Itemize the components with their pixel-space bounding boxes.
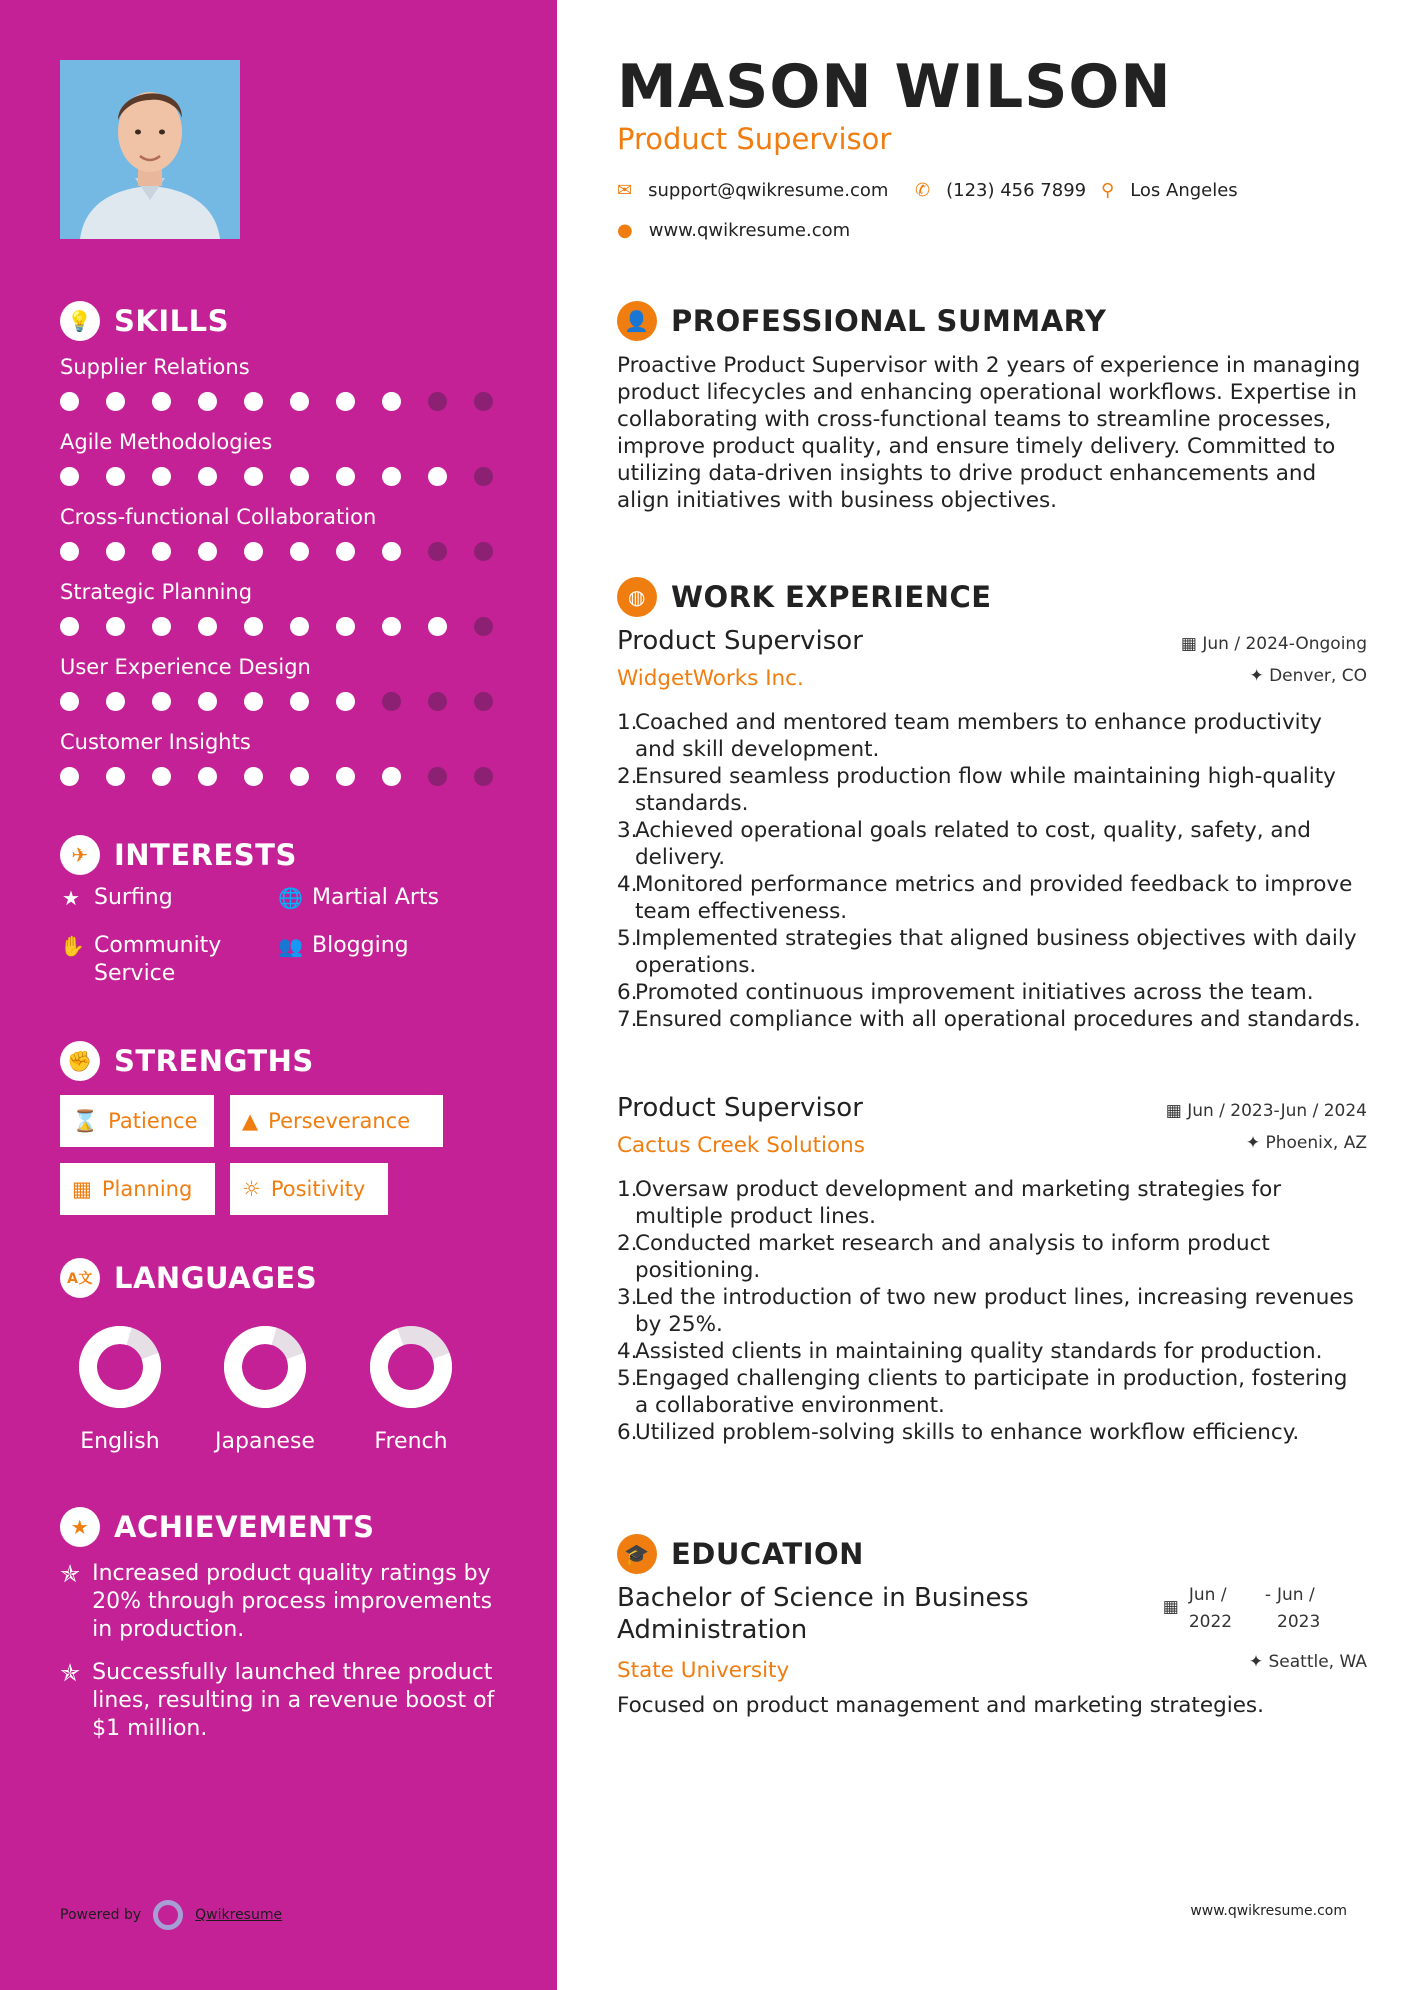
job-bullet: 4.Assisted clients in maintaining quality standards for production. <box>617 1339 1323 1364</box>
rating-dot <box>244 617 263 636</box>
job-bullets <box>617 1176 1367 1446</box>
calendar-icon: ▦ <box>1165 1101 1188 1121</box>
calendar-icon: ▦ <box>72 1177 92 1201</box>
user-icon: 👤 <box>617 301 657 341</box>
rating-dot <box>106 467 125 486</box>
rating-dot <box>382 767 401 786</box>
edu-location: ✦ Seattle, WA <box>1248 1652 1367 1672</box>
rating-dot <box>428 617 447 636</box>
language-item <box>346 1323 476 1454</box>
skill-item <box>60 502 520 561</box>
job-location: ✦ Phoenix, AZ <box>1245 1133 1367 1153</box>
sun-icon: ☼ <box>242 1177 261 1201</box>
education-heading: 🎓 EDUCATION <box>617 1534 864 1574</box>
rating-dot <box>198 542 217 561</box>
experience-heading: ◍ WORK EXPERIENCE <box>617 577 992 617</box>
rating-dot <box>336 692 355 711</box>
job-entry <box>617 626 1367 1033</box>
hourglass-icon: ⌛ <box>72 1108 99 1133</box>
rating-dot <box>290 392 309 411</box>
shooting-star-icon: ✯ <box>60 1659 81 1687</box>
job-bullet: 2.Conducted market research and analysis to inform product positioning. <box>617 1231 1270 1283</box>
rating-dot <box>290 542 309 561</box>
star-icon: ★ <box>62 886 80 910</box>
rating-dot <box>244 542 263 561</box>
road-icon: ▲ <box>242 1109 259 1133</box>
strengths-heading: ✊ STRENGTHS <box>60 1041 314 1081</box>
rating-dot <box>106 617 125 636</box>
rating-dot <box>244 767 263 786</box>
language-donut <box>221 1323 309 1411</box>
skill-item <box>60 652 520 711</box>
rating-dot <box>106 692 125 711</box>
globe-icon: ● <box>617 220 633 241</box>
rating-dot <box>428 467 447 486</box>
rating-dot <box>152 467 171 486</box>
rating-dot <box>152 692 171 711</box>
skill-name: Customer Insights <box>60 730 251 754</box>
rating-dot <box>152 617 171 636</box>
skill-item <box>60 352 520 411</box>
job-entry <box>617 1093 1367 1446</box>
job-role: Product Supervisor <box>617 626 863 656</box>
lightbulb-icon: 💡 <box>60 301 100 341</box>
achievements-heading: ★ ACHIEVEMENTS <box>60 1507 374 1547</box>
contact-location: ⚲ Los Angeles <box>1101 180 1238 201</box>
education-entry <box>617 1582 1367 1718</box>
rating-dot <box>290 767 309 786</box>
job-bullet: 5.Implemented strategies that aligned business objectives with daily operations. <box>617 926 1357 978</box>
rating-dot <box>428 767 447 786</box>
skill-item <box>60 577 520 636</box>
job-bullets <box>617 709 1367 1033</box>
job-bullet: 3.Achieved operational goals related to cost, quality, safety, and delivery. <box>617 818 1311 870</box>
calendar-icon: ▦ <box>1180 634 1203 654</box>
rating-dot <box>290 467 309 486</box>
users-icon: 👥 <box>278 934 303 958</box>
summary-heading: 👤 PROFESSIONAL SUMMARY <box>617 301 1106 341</box>
skill-name: Supplier Relations <box>60 355 250 379</box>
rating-dot <box>198 392 217 411</box>
language-item <box>55 1323 185 1454</box>
profile-photo <box>60 60 240 239</box>
pin-icon: ✦ <box>1249 666 1270 686</box>
job-bullet: 4.Monitored performance metrics and provided feedback to improve team effectiveness. <box>617 872 1353 924</box>
rating-dot <box>474 392 493 411</box>
rating-dot <box>474 692 493 711</box>
rating-dot <box>382 467 401 486</box>
rating-dot <box>106 392 125 411</box>
interest-item: 🌐 Martial Arts <box>278 885 440 910</box>
skill-item <box>60 727 520 786</box>
rating-dot <box>60 692 79 711</box>
rating-dot <box>106 767 125 786</box>
skill-rating <box>60 767 520 786</box>
graduate-icon: 🎓 <box>617 1534 657 1574</box>
edu-school: State University <box>617 1658 790 1683</box>
job-role: Product Supervisor <box>617 1093 863 1123</box>
skill-name: Strategic Planning <box>60 580 253 604</box>
interest-item: 👥 Blogging <box>278 933 409 958</box>
rating-dot <box>198 767 217 786</box>
sidebar <box>0 0 557 1990</box>
language-name: English <box>80 1429 160 1454</box>
language-name: French <box>374 1429 448 1454</box>
edu-description: Focused on product management and marketing strategies. <box>617 1693 1264 1718</box>
achievement-item: ✯ Increased product quality ratings by 20% through process improvements in production. <box>60 1560 493 1642</box>
rating-dot <box>428 392 447 411</box>
achievement-item: ✯ Successfully launched three product lines, resulting in a revenue boost of $1 million. <box>60 1659 495 1741</box>
rating-dot <box>382 692 401 711</box>
rating-dot <box>60 542 79 561</box>
rating-dot <box>198 617 217 636</box>
rating-dot <box>152 542 171 561</box>
rating-dot <box>336 392 355 411</box>
contact-website[interactable]: ● www.qwikresume.com <box>617 220 851 241</box>
rating-dot <box>198 467 217 486</box>
job-bullet: 1.Coached and mentored team members to enhance productivity and skill development. <box>617 710 1322 762</box>
rating-dot <box>474 617 493 636</box>
rating-dot <box>244 692 263 711</box>
rating-dot <box>290 692 309 711</box>
summary-text: Proactive Product Supervisor with 2 years of experience in managing product lifecycles and enhancing operational workflows. Expertise in collaborating with cross-functional teams to streamline processes, improve product quality, and ensure timely delivery. Committed to utilizing data-driven insights to drive product enhancements and align initiatives with business objectives. <box>617 353 1361 513</box>
rating-dot <box>474 542 493 561</box>
rating-dot <box>428 692 447 711</box>
rating-dot <box>336 542 355 561</box>
chair-icon: ◍ <box>617 577 657 617</box>
rating-dot <box>336 467 355 486</box>
skill-rating <box>60 542 520 561</box>
rating-dot <box>152 767 171 786</box>
fist-icon: ✊ <box>60 1041 100 1081</box>
interest-item: ✋ Community Service <box>60 933 222 986</box>
job-bullet: 6.Utilized problem-solving skills to enhance workflow efficiency. <box>617 1420 1300 1445</box>
skill-name: Cross-functional Collaboration <box>60 505 377 529</box>
language-item <box>200 1323 330 1454</box>
rating-dot <box>474 467 493 486</box>
rating-dot <box>428 542 447 561</box>
rating-dot <box>60 467 79 486</box>
candidate-name: MASON WILSON <box>617 52 1172 122</box>
trophy-star-icon: ★ <box>60 1507 100 1547</box>
job-bullet: 5.Engaged challenging clients to participate in production, fostering a collaborative environment. <box>617 1366 1348 1418</box>
qwikresume-logo-icon <box>153 1900 183 1930</box>
strength-badge: ⌛ Patience <box>60 1095 214 1147</box>
hand-icon: ✋ <box>60 934 85 958</box>
job-bullet: 2.Ensured seamless production flow while maintaining high-quality standards. <box>617 764 1336 816</box>
contact-phone[interactable]: ✆ (123) 456 7899 <box>915 180 1087 201</box>
rating-dot <box>382 617 401 636</box>
skill-item <box>60 427 520 486</box>
job-bullet: 3.Led the introduction of two new product lines, increasing revenues by 25%. <box>617 1285 1354 1337</box>
job-bullet: 6.Promoted continuous improvement initiatives across the team. <box>617 980 1314 1005</box>
rating-dot <box>382 392 401 411</box>
skills-heading: 💡 SKILLS <box>60 301 229 341</box>
skill-rating <box>60 617 520 636</box>
rating-dot <box>474 767 493 786</box>
powered-by: Powered by Qwikresume <box>60 1900 282 1930</box>
rating-dot <box>336 617 355 636</box>
strength-badge: ▲ Perseverance <box>230 1095 443 1147</box>
phone-icon: ✆ <box>915 180 931 201</box>
rating-dot <box>244 392 263 411</box>
rating-dot <box>60 617 79 636</box>
candidate-title: Product Supervisor <box>617 122 892 156</box>
skill-rating <box>60 467 520 486</box>
job-company: Cactus Creek Solutions <box>617 1133 866 1158</box>
language-name: Japanese <box>215 1429 315 1454</box>
job-date: ▦ Jun / 2023-Jun / 2024 <box>1165 1101 1367 1121</box>
map-pin-icon: ⚲ <box>1101 180 1115 201</box>
rating-dot <box>336 767 355 786</box>
edu-date: ▦ Jun / 2022 - Jun / 2023 <box>1163 1582 1347 1636</box>
rating-dot <box>244 467 263 486</box>
rating-dot <box>60 392 79 411</box>
pin-icon: ✦ <box>1248 1652 1269 1672</box>
edu-degree: Bachelor of Science in Business Administration <box>617 1583 1029 1645</box>
job-date: ▦ Jun / 2024-Ongoing <box>1180 634 1367 654</box>
envelope-icon: ✉ <box>617 180 633 201</box>
shooting-star-icon: ✯ <box>60 1560 81 1588</box>
rating-dot <box>60 767 79 786</box>
rating-dot <box>290 617 309 636</box>
language-donut <box>367 1323 455 1411</box>
rating-dot <box>382 542 401 561</box>
pin-icon: ✦ <box>1245 1133 1266 1153</box>
calendar-icon: ▦ <box>1162 1597 1179 1617</box>
job-bullet: 7.Ensured compliance with all operational procedures and standards. <box>617 1007 1361 1032</box>
rating-dot <box>198 692 217 711</box>
skill-rating <box>60 392 520 411</box>
skill-rating <box>60 692 520 711</box>
footer-website[interactable]: www.qwikresume.com <box>1190 1903 1347 1919</box>
globe-icon: 🌐 <box>278 886 303 910</box>
rating-dot <box>106 542 125 561</box>
job-company: WidgetWorks Inc. <box>617 666 804 691</box>
skill-name: Agile Methodologies <box>60 430 273 454</box>
strength-badge: ☼ Positivity <box>230 1163 388 1215</box>
contact-email[interactable]: ✉ support@qwikresume.com <box>617 180 889 201</box>
language-icon: A文 <box>60 1258 100 1298</box>
paper-plane-icon: ✈ <box>60 835 100 875</box>
language-donut <box>76 1323 164 1411</box>
qwikresume-link[interactable]: Qwikresume <box>195 1907 283 1923</box>
rating-dot <box>152 392 171 411</box>
strength-badge: ▦ Planning <box>60 1163 215 1215</box>
languages-heading: A文 LANGUAGES <box>60 1258 317 1298</box>
interest-item: ★ Surfing <box>60 884 173 912</box>
skill-name: User Experience Design <box>60 655 311 679</box>
main-content <box>557 0 1407 1990</box>
job-location: ✦ Denver, CO <box>1249 666 1367 686</box>
job-bullet: 1.Oversaw product development and marketing strategies for multiple product lines. <box>617 1177 1282 1229</box>
interests-heading: ✈ INTERESTS <box>60 835 297 875</box>
